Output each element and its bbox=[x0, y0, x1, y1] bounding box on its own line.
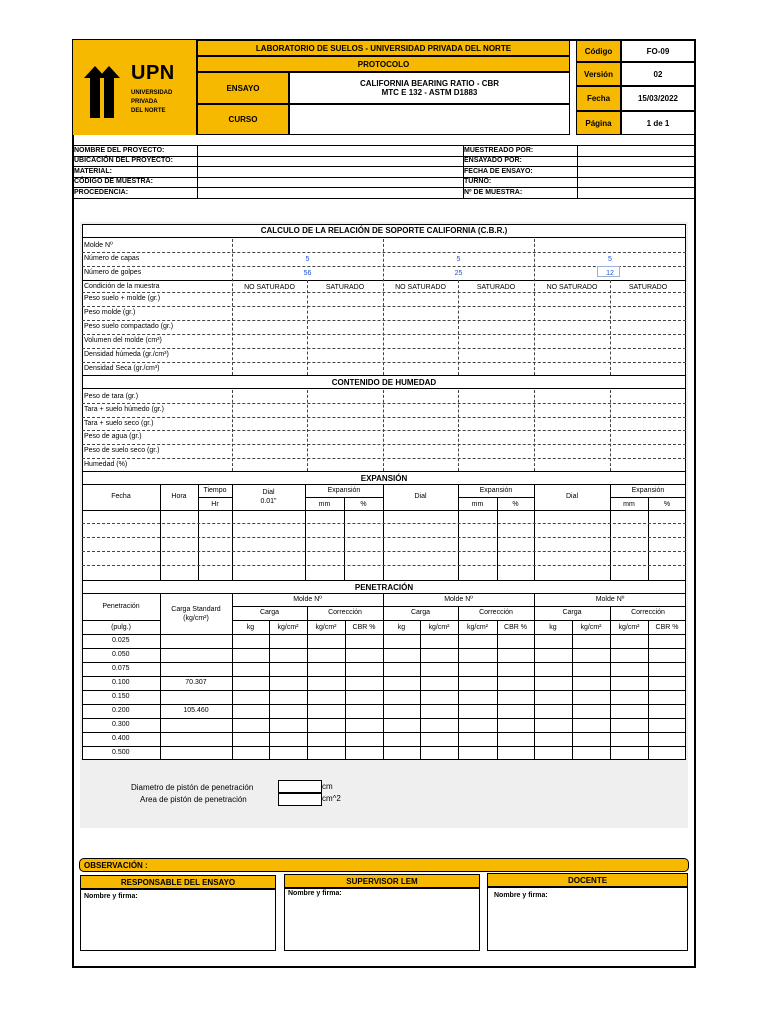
pen-cbr-header: CBR % bbox=[352, 624, 376, 631]
pen-row-rule bbox=[82, 690, 686, 691]
humedad-row-rule bbox=[82, 430, 686, 431]
pen-left-rule bbox=[82, 620, 160, 621]
cbr-half-rule bbox=[458, 280, 459, 375]
pen-cbr-header: CBR % bbox=[655, 624, 679, 631]
cbr-row-label: Densidad húmeda (gr./cm³) bbox=[84, 351, 169, 358]
fecha-label: Fecha bbox=[576, 86, 621, 111]
humedad-row-rule bbox=[82, 458, 686, 459]
pen-value: 0.200 bbox=[112, 707, 130, 714]
humedad-row-rule bbox=[82, 403, 686, 404]
logo-line-2: PRIVADA bbox=[131, 99, 158, 105]
expansion-top-rule bbox=[82, 471, 686, 472]
penetracion-title: PENETRACIÓN bbox=[354, 583, 414, 592]
cbr-row-label: Número de golpes bbox=[84, 269, 142, 276]
humedad-row-label: Peso de tara (gr.) bbox=[84, 393, 139, 400]
info-right-field[interactable] bbox=[578, 146, 694, 156]
info-left-label: CÓDIGO DE MUESTRA: bbox=[74, 178, 153, 186]
cbr-half-rule bbox=[610, 280, 611, 375]
expansion-header-bottom bbox=[82, 510, 686, 511]
pen-carga-std-value: 70.307 bbox=[185, 679, 207, 686]
info-left-label: UBICACIÓN DEL PROYECTO: bbox=[74, 157, 173, 165]
humedad-half-rule bbox=[307, 390, 308, 471]
capas-value: 5 bbox=[608, 256, 612, 263]
condicion-no-saturado: NO SATURADO bbox=[546, 284, 598, 291]
capas-value: 5 bbox=[305, 256, 310, 263]
expansion-title: EXPANSIÓN bbox=[360, 474, 408, 483]
condicion-saturado: SATURADO bbox=[325, 284, 365, 291]
info-right-label: FECHA DE ENSAYO: bbox=[464, 167, 533, 175]
cbr-row-label: Molde Nº bbox=[84, 242, 113, 249]
upn-logo-icon bbox=[73, 40, 197, 135]
pen-value: 0.100 bbox=[112, 679, 130, 686]
pen-row-rule bbox=[82, 718, 686, 719]
cbr-row-label: Densidad Seca (gr./cm³) bbox=[84, 365, 160, 372]
pen-kgcm2-corr-header: kg/cm² bbox=[467, 624, 488, 631]
pen-penetracion-header: Penetración bbox=[102, 603, 140, 610]
pen-kgcm2-header: kg/cm² bbox=[428, 624, 450, 631]
condicion-saturado: SATURADO bbox=[628, 284, 668, 291]
capas-value: 5 bbox=[456, 256, 461, 263]
curso-value[interactable] bbox=[289, 104, 570, 135]
expansion-header: Expansión bbox=[631, 487, 665, 494]
pen-correccion-header: Corrección bbox=[631, 609, 665, 616]
expansion-tiempo-header: Tiempo bbox=[203, 487, 227, 494]
info-right-field[interactable] bbox=[578, 177, 694, 187]
responsable-box[interactable] bbox=[80, 889, 276, 951]
condicion-no-saturado: NO SATURADO bbox=[244, 284, 295, 291]
pen-carga-header: Carga bbox=[259, 609, 280, 616]
info-rule bbox=[73, 198, 695, 199]
cbr-row-rule bbox=[82, 266, 686, 267]
info-left-field[interactable] bbox=[198, 177, 462, 187]
pen-pulg-header: (pulg.) bbox=[111, 624, 131, 631]
humedad-row-label: Peso de agua (gr.) bbox=[84, 433, 142, 440]
version-value: 02 bbox=[621, 62, 695, 86]
codigo-value: FO-09 bbox=[621, 40, 695, 62]
condicion-no-saturado: NO SATURADO bbox=[395, 284, 446, 291]
fecha-value: 15/03/2022 bbox=[621, 86, 695, 111]
pen-row-rule bbox=[82, 746, 686, 747]
area-input[interactable] bbox=[278, 793, 322, 806]
pen-value: 0.025 bbox=[112, 637, 130, 644]
info-right-label: MUESTREADO POR: bbox=[464, 146, 534, 154]
expansion-dial-header-1: Dial bbox=[262, 489, 275, 496]
supervisor-header: SUPERVISOR LEM bbox=[284, 874, 480, 888]
curso-label: CURSO bbox=[197, 104, 289, 135]
humedad-half-rule bbox=[458, 390, 459, 471]
pen-value: 0.050 bbox=[112, 651, 130, 658]
info-right-label: Nº DE MUESTRA: bbox=[464, 188, 523, 196]
expansion-header-split bbox=[305, 497, 383, 498]
pen-carga-std-unit: (kg/cm²) bbox=[183, 615, 209, 622]
info-right-label: TURNO: bbox=[464, 178, 492, 186]
expansion-hr-header: Hr bbox=[211, 501, 219, 508]
ensayo-value-line-1: CALIFORNIA BEARING RATIO - CBR bbox=[359, 79, 500, 88]
area-label: Area de pistón de penetración bbox=[140, 795, 247, 804]
expansion-header: Expansión bbox=[479, 487, 513, 494]
expansion-dial-header-3: Dial bbox=[565, 493, 579, 500]
observacion-label: OBSERVACIÓN : bbox=[84, 860, 148, 870]
info-right-field[interactable] bbox=[578, 188, 694, 198]
humedad-top-rule bbox=[82, 375, 686, 376]
info-left-label: PROCEDENCIA: bbox=[74, 188, 129, 196]
golpes-input-box[interactable] bbox=[597, 266, 620, 277]
humedad-half-rule bbox=[610, 390, 611, 471]
pen-value: 0.300 bbox=[112, 721, 130, 728]
humedad-col-rule bbox=[232, 390, 233, 471]
humedad-title-rule bbox=[82, 388, 686, 389]
version-label: Versión bbox=[576, 62, 621, 86]
pen-kgcm2-header: kg/cm² bbox=[277, 624, 299, 631]
codigo-label: Código bbox=[576, 40, 621, 62]
protocolo-title: PROTOCOLO bbox=[197, 56, 570, 72]
penetracion-top-rule bbox=[82, 580, 686, 581]
logo-line-3: DEL NORTE bbox=[131, 108, 166, 114]
expansion-mm-header: mm bbox=[318, 501, 331, 508]
pen-molde-rule bbox=[232, 606, 686, 607]
pen-molde-header: Molde Nº bbox=[293, 596, 322, 603]
cbr-row-rule bbox=[82, 320, 686, 321]
observacion-bar[interactable] bbox=[79, 858, 689, 872]
supervisor-nombre-firma: Nombre y firma: bbox=[288, 890, 342, 897]
pen-carga-header: Carga bbox=[410, 609, 431, 616]
pen-value: 0.150 bbox=[112, 693, 130, 700]
expansion-data-rule bbox=[82, 523, 686, 524]
logo-block bbox=[73, 40, 197, 135]
pagina-value: 1 de 1 bbox=[621, 111, 695, 135]
cbr-row-rule bbox=[82, 348, 686, 349]
pen-kgcm2-header: kg/cm² bbox=[580, 624, 602, 631]
pen-value: 0.500 bbox=[112, 749, 130, 756]
pen-row-rule bbox=[82, 662, 686, 663]
pen-cbr-header: CBR % bbox=[504, 624, 527, 631]
pen-value: 0.400 bbox=[112, 735, 130, 742]
cbr-row-rule bbox=[82, 280, 686, 281]
ensayo-value bbox=[289, 72, 570, 104]
expansion-pct-header: % bbox=[512, 501, 519, 508]
humedad-row-label: Peso de suelo seco (gr.) bbox=[84, 447, 160, 454]
cbr-row-rule bbox=[82, 306, 686, 307]
humedad-row-label: Humedad (%) bbox=[84, 461, 128, 468]
pen-molde-header: Molde Nº bbox=[595, 596, 625, 603]
pen-carga-std-value: 105.460 bbox=[183, 707, 209, 714]
pen-kg-header: kg bbox=[397, 624, 406, 631]
humedad-title: CONTENIDO DE HUMEDAD bbox=[331, 378, 437, 387]
ensayo-label: ENSAYO bbox=[197, 72, 289, 104]
logo-brand: UPN bbox=[131, 62, 175, 84]
lab-title: LABORATORIO DE SUELOS - UNIVERSIDAD PRIVADA DEL NORTE bbox=[197, 40, 570, 56]
humedad-row-label: Tara + suelo húmedo (gr.) bbox=[84, 406, 164, 413]
expansion-data-rule bbox=[82, 537, 686, 538]
pen-correccion-header: Corrección bbox=[479, 609, 513, 616]
golpes-value: 56 bbox=[303, 270, 312, 277]
cbr-row-rule bbox=[82, 252, 686, 253]
expansion-hora-header: Hora bbox=[171, 493, 187, 500]
ensayo-value-line-2: MTC E 132 - ASTM D1883 bbox=[381, 88, 478, 97]
humedad-row-rule bbox=[82, 444, 686, 445]
docente-box[interactable] bbox=[487, 887, 688, 951]
expansion-title-rule bbox=[82, 484, 686, 485]
docente-nombre-firma: Nombre y firma: bbox=[494, 892, 548, 899]
pen-molde-header: Molde Nº bbox=[444, 596, 473, 603]
cbr-half-rule bbox=[307, 280, 308, 375]
cbr-title: CALCULO DE LA RELACIÓN DE SOPORTE CALIFORNIA (C.B.R.) bbox=[260, 226, 508, 235]
pen-row-rule bbox=[82, 732, 686, 733]
golpes-value: 12 bbox=[606, 270, 614, 277]
responsable-header: RESPONSABLE DEL ENSAYO bbox=[80, 875, 276, 889]
expansion-mm-header: mm bbox=[623, 501, 635, 508]
cbr-row-label: Volumen del molde (cm³) bbox=[84, 337, 162, 344]
logo-line-1: UNIVERSIDAD bbox=[131, 90, 173, 96]
cbr-row-rule bbox=[82, 362, 686, 363]
info-right-label: ENSAYADO POR: bbox=[464, 157, 522, 165]
pen-kg-header: kg bbox=[246, 624, 255, 631]
pen-row-rule bbox=[82, 676, 686, 677]
golpes-value: 25 bbox=[454, 270, 463, 277]
expansion-mm-header: mm bbox=[471, 501, 484, 508]
cbr-row-label: Número de capas bbox=[84, 255, 140, 262]
condicion-saturado: SATURADO bbox=[476, 284, 516, 291]
cbr-row-label: Peso molde (gr.) bbox=[84, 309, 136, 316]
penetracion-title-rule bbox=[82, 593, 686, 594]
humedad-row-label: Tara + suelo seco (gr.) bbox=[84, 420, 154, 427]
pagina-label: Página bbox=[576, 111, 621, 135]
expansion-data-rule bbox=[82, 565, 686, 566]
humedad-row-rule bbox=[82, 417, 686, 418]
cbr-row-label: Peso suelo compactado (gr.) bbox=[84, 323, 174, 330]
pen-kg-header: kg bbox=[549, 624, 557, 631]
expansion-header-split bbox=[198, 497, 232, 498]
expansion-header-split bbox=[610, 497, 686, 498]
pen-correccion-header: Corrección bbox=[328, 609, 362, 616]
pen-row-rule bbox=[82, 704, 686, 705]
pen-kgcm2-corr-header: kg/cm² bbox=[618, 624, 640, 631]
pen-carga-std-header: Carga Standard bbox=[171, 606, 221, 613]
info-left-field[interactable] bbox=[198, 146, 462, 156]
docente-header: DOCENTE bbox=[487, 873, 688, 887]
expansion-dial-unit: 0.01" bbox=[260, 498, 277, 505]
info-left-field[interactable] bbox=[198, 156, 462, 166]
info-left-field[interactable] bbox=[198, 167, 462, 177]
cbr-title-rule bbox=[82, 237, 686, 238]
humedad-col-rule bbox=[534, 390, 535, 471]
diametro-input[interactable] bbox=[278, 780, 322, 793]
diametro-label: Diametro de pistón de penetración bbox=[131, 783, 254, 792]
info-right-field[interactable] bbox=[578, 156, 694, 166]
expansion-header: Expansión bbox=[327, 487, 361, 494]
info-left-label: MATERIAL: bbox=[74, 167, 112, 175]
pen-sub-rule bbox=[232, 620, 686, 621]
diametro-unit: cm bbox=[322, 782, 333, 791]
cbr-row-label: Peso suelo + molde (gr.) bbox=[84, 295, 161, 302]
expansion-header-split bbox=[458, 497, 534, 498]
pen-header-bottom bbox=[82, 634, 686, 635]
cbr-row-rule bbox=[82, 292, 686, 293]
info-left-field[interactable] bbox=[198, 188, 462, 198]
pen-carga-header: Carga bbox=[562, 609, 582, 616]
pen-value: 0.075 bbox=[112, 665, 130, 672]
area-unit: cm^2 bbox=[322, 794, 341, 803]
pen-kgcm2-corr-header: kg/cm² bbox=[315, 624, 337, 631]
expansion-fecha-header: Fecha bbox=[111, 493, 131, 500]
expansion-pct-header: % bbox=[663, 501, 671, 508]
cbr-row-label: Condición de la muestra bbox=[84, 283, 160, 290]
info-right-field[interactable] bbox=[578, 167, 694, 177]
humedad-col-rule bbox=[383, 390, 384, 471]
responsable-nombre-firma: Nombre y firma: bbox=[84, 893, 138, 900]
cbr-row-rule bbox=[82, 334, 686, 335]
expansion-pct-header: % bbox=[360, 501, 367, 508]
expansion-data-rule bbox=[82, 551, 686, 552]
pen-row-rule bbox=[82, 648, 686, 649]
expansion-dial-header-2: Dial bbox=[414, 493, 427, 500]
supervisor-box[interactable] bbox=[284, 888, 480, 951]
info-left-label: NOMBRE DEL PROYECTO: bbox=[74, 146, 165, 154]
